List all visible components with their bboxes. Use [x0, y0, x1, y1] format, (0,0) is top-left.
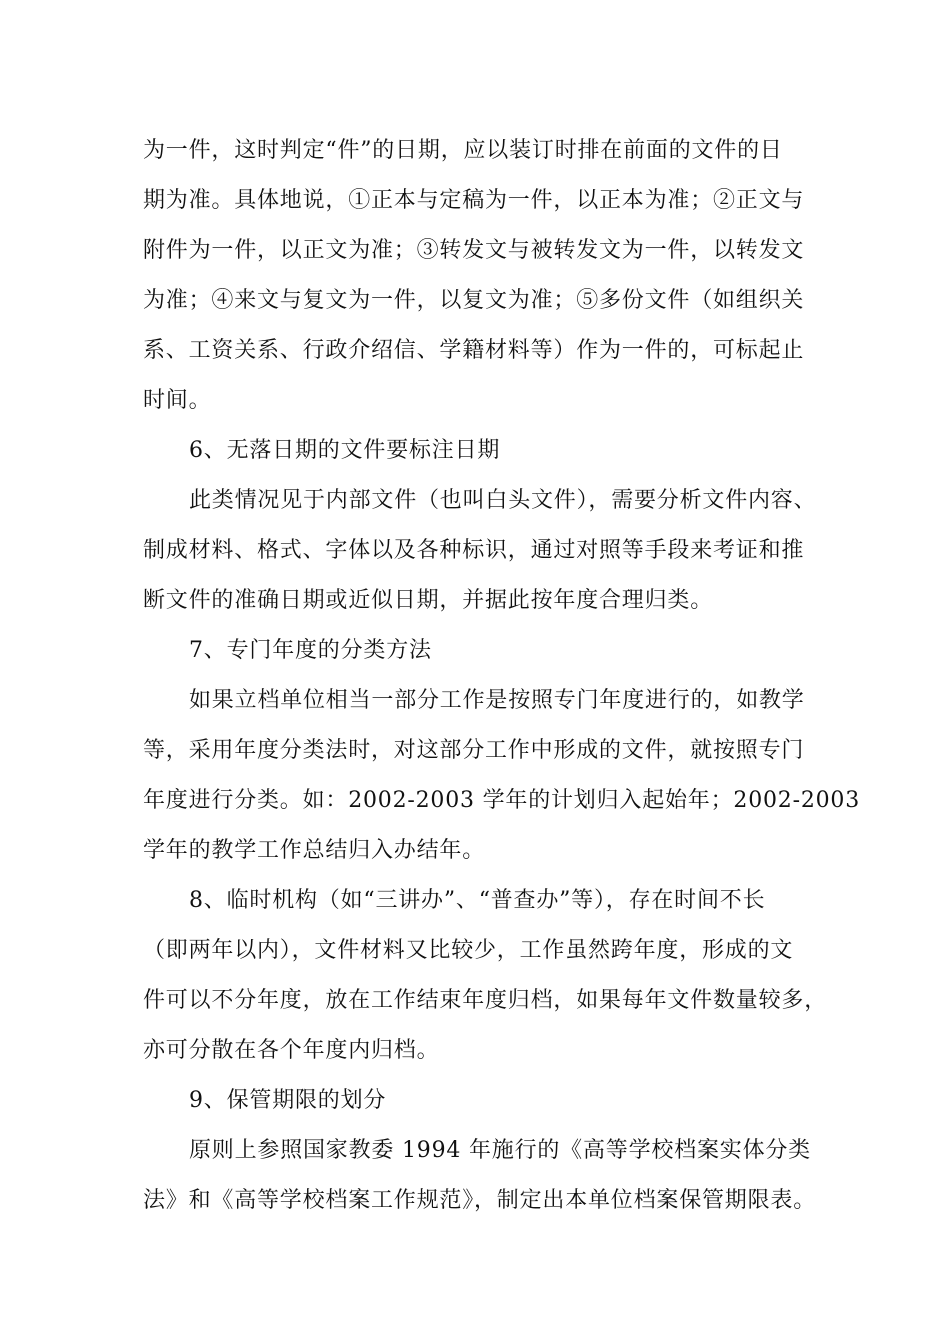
section-heading: 7、专门年度的分类方法	[189, 638, 432, 663]
body-text-line: 年度进行分类。如：2002-2003 学年的计划归入起始年；2002-2003	[143, 788, 861, 813]
body-text-line: 制成材料、格式、字体以及各种标识，通过对照等手段来考证和推	[143, 538, 805, 563]
paragraph-start-line: 原则上参照国家教委 1994 年施行的《高等学校档案实体分类	[189, 1138, 811, 1163]
section-heading: 8、临时机构（如“三讲办”、“普查办”等），存在时间不长	[189, 888, 766, 913]
body-text-line: 等，采用年度分类法时，对这部分工作中形成的文件，就按照专门	[143, 738, 805, 763]
section-heading: 9、保管期限的划分	[189, 1088, 387, 1113]
paragraph-start-line: 如果立档单位相当一部分工作是按照专门年度进行的，如教学	[189, 688, 805, 713]
body-text-line: 附件为一件，以正文为准；③转发文与被转发文为一件，以转发文	[143, 238, 805, 263]
body-text-line: 亦可分散在各个年度内归档。	[143, 1038, 440, 1063]
body-text-line: 法》和《高等学校档案工作规范》，制定出本单位档案保管期限表。	[143, 1188, 817, 1213]
body-text-line: 为一件，这时判定“件”的日期，应以装订时排在前面的文件的日	[143, 138, 783, 163]
section-heading: 6、无落日期的文件要标注日期	[189, 438, 501, 463]
body-text-line: 为准；④来文与复文为一件，以复文为准；⑤多份文件（如组织关	[143, 288, 805, 313]
paragraph-start-line: 此类情况见于内部文件（也叫白头文件），需要分析文件内容、	[189, 488, 817, 513]
body-text-line: 系、工资关系、行政介绍信、学籍材料等）作为一件的，可标起止	[143, 338, 805, 363]
body-text-line: 件可以不分年度，放在工作结束年度归档，如果每年文件数量较多，	[143, 988, 828, 1013]
body-text-line: （即两年以内），文件材料又比较少，工作虽然跨年度，形成的文	[143, 938, 794, 963]
body-text-line: 时间。	[143, 388, 212, 413]
body-text-line: 学年的教学工作总结归入办结年。	[143, 838, 486, 863]
body-text-line: 期为准。具体地说，①正本与定稿为一件，以正本为准；②正文与	[143, 188, 805, 213]
body-text-line: 断文件的准确日期或近似日期，并据此按年度合理归类。	[143, 588, 714, 613]
